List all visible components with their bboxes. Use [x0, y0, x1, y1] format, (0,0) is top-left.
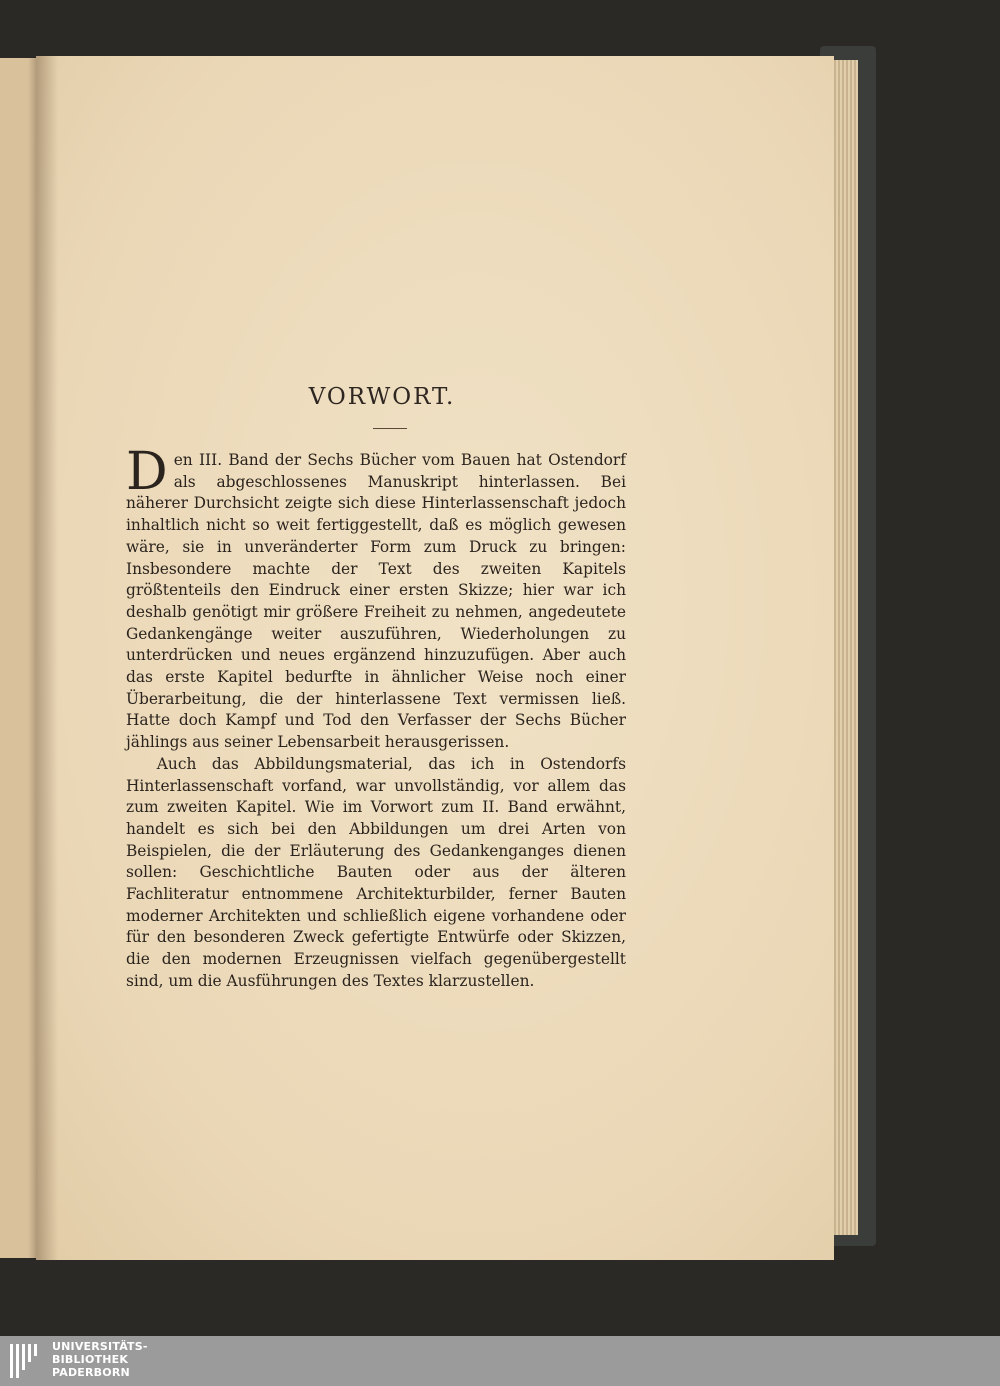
logo-line: BIBLIOTHEK: [52, 1353, 129, 1366]
paragraph-1-text: en III. Band der Sechs Bücher vom Bauen hat Ostendorf als abgeschlossenes Manuskript hinterlassen. Bei näherer Durchsicht zeigte sich diese Hinterlassenschaft jedoch inhaltlich nicht so weit fertiggestellt, daß es möglich gewesen wäre, sie in unveränderter Form zum Druck zu bringen: Insbesondere machte der Text des zweiten Kapitels größtenteils den Eindruck einer ersten Skizze; hier war ich deshalb genötigt mir größere Freiheit zu nehmen, angedeutete Gedankengänge weiter auszuführen, Wiederholungen zu unterdrücken und neues ergänzend hinzuzufügen. Aber auch das erste Kapitel bedurfte in ähnlicher Weise noch einer Überarbeitung, die der hinterlassene Text vermissen ließ. Hatte doch Kampf und Tod den Verfasser der Sechs Bücher jählings aus seiner Lebensarbeit herausgerissen.: [126, 451, 626, 752]
library-logo: [52, 1340, 148, 1379]
library-bars-icon: [10, 1344, 44, 1378]
logo-line: UNIVERSITÄTS-: [52, 1340, 148, 1353]
page-title: VORWORT.: [308, 384, 456, 410]
paragraph-2: Auch das Abbildungsmaterial, das ich in Ostendorfs Hinterlassenschaft vorfand, war unvollständig, vor allem das zum zweiten Kapitel. Wie im Vorwort zum II. Band erwähnt, handelt es sich bei den Abbildungen um drei Arten von Beispielen, die der Erläuterung des Gedankenganges dienen sollen: Geschichtliche Bauten oder aus der älteren Fachliteratur entnommene Architekturbilder, ferner Bauten moderner Architekten und schließlich eigene vorhandene oder für den besonderen Zweck gefertigte Entwürfe oder Skizzen, die den modernen Erzeugnissen vielfach gegenübergestellt sind, um die Ausführungen des Textes klarzustellen.: [126, 754, 626, 990]
paragraph-1: [126, 442, 626, 754]
body-text: [126, 442, 626, 993]
drop-cap: D: [126, 442, 168, 502]
library-footer: [0, 1336, 1000, 1386]
title-rule: [373, 428, 407, 429]
page-shadow: [36, 56, 58, 1260]
logo-line: PADERBORN: [52, 1366, 130, 1379]
right-page: [36, 56, 834, 1260]
